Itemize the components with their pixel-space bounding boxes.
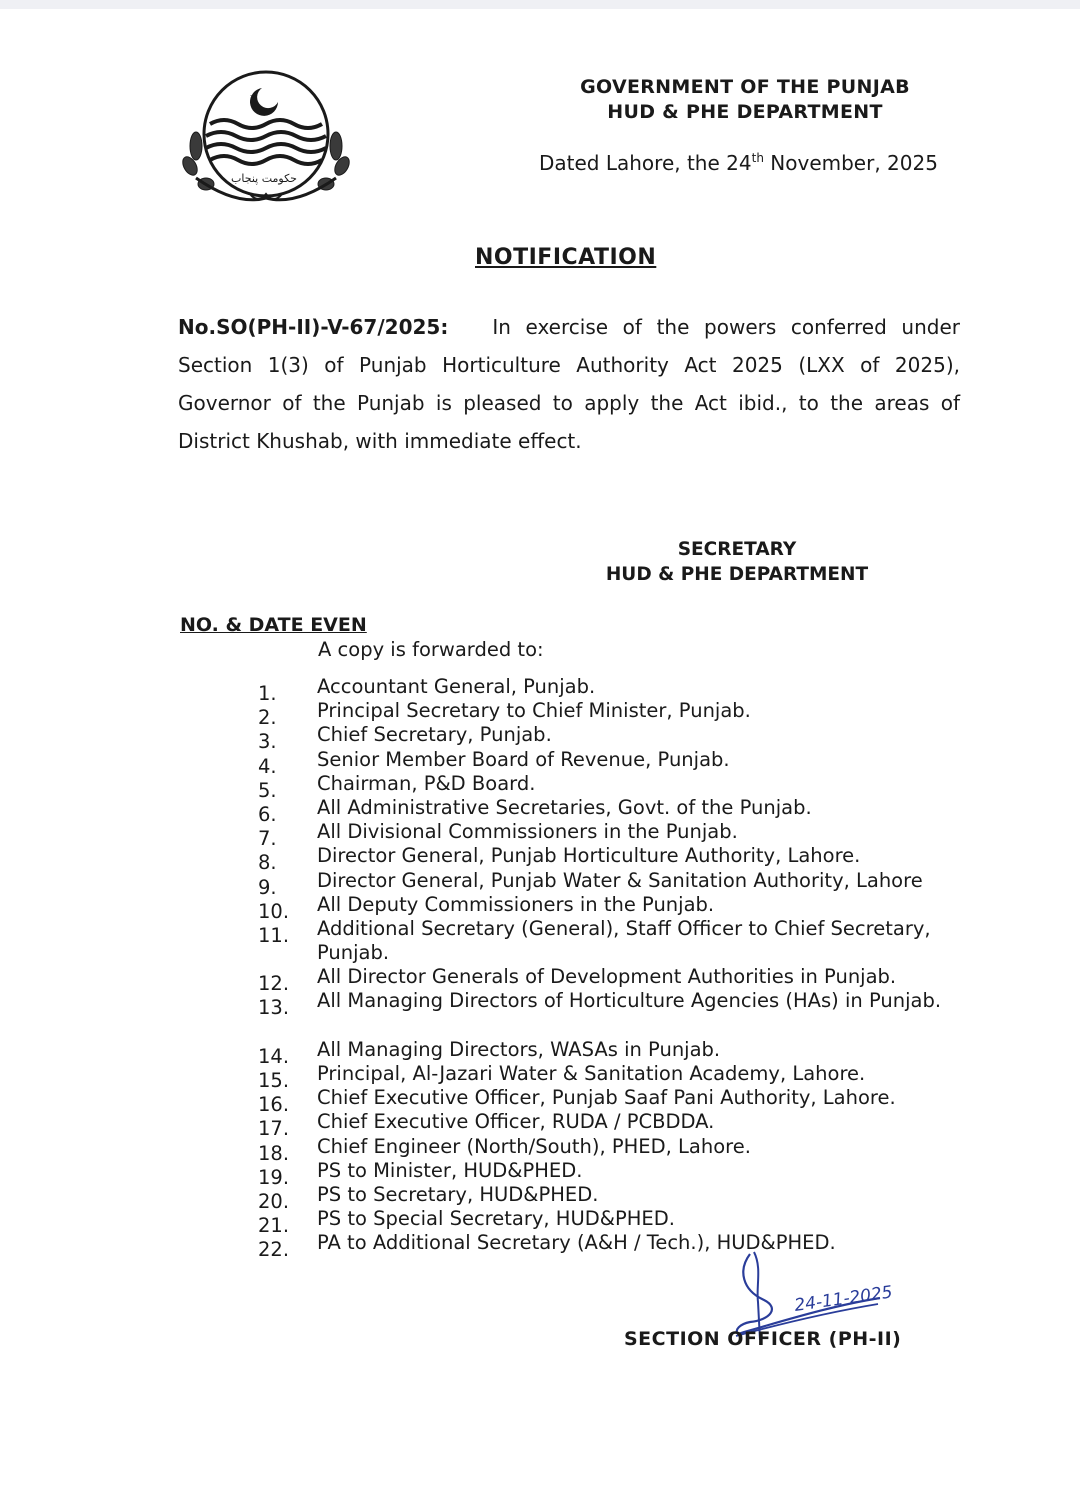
notification-body bbox=[178, 308, 960, 460]
list-item-text: Principal, Al-Jazari Water & Sanitation Academy, Lahore. bbox=[317, 1062, 866, 1086]
list-item-text: Principal Secretary to Chief Minister, Punjab. bbox=[317, 699, 751, 723]
list-item bbox=[258, 1134, 978, 1165]
svg-text:*: * bbox=[250, 92, 256, 106]
list-item bbox=[258, 675, 978, 705]
list-item-number: 20. bbox=[258, 1189, 290, 1213]
signature-date: 24-11-2025 bbox=[793, 1282, 894, 1316]
list-item-text: All Managing Directors of Horticulture Agencies (HAs) in Punjab. bbox=[317, 989, 942, 1013]
list-item bbox=[258, 1062, 978, 1093]
list-item bbox=[258, 917, 978, 965]
list-item-number: 8. bbox=[258, 851, 277, 875]
list-item-number: 2. bbox=[258, 706, 277, 730]
notification-reference: No.SO(PH-II)-V-67/2025: bbox=[178, 315, 449, 339]
dated-line bbox=[539, 151, 938, 175]
list-item-number: 13. bbox=[258, 996, 290, 1020]
list-item-number: 4. bbox=[258, 754, 277, 778]
letterhead bbox=[570, 75, 920, 125]
distribution-list bbox=[258, 675, 978, 1262]
list-item bbox=[258, 820, 978, 851]
dated-prefix: Dated Lahore, the 24 bbox=[539, 151, 752, 175]
list-item bbox=[258, 868, 978, 899]
notification-heading: NOTIFICATION bbox=[475, 245, 657, 270]
list-item-text: Chief Executive Officer, Punjab Saaf Pani Authority, Lahore. bbox=[317, 1086, 896, 1110]
top-bar bbox=[0, 0, 1080, 9]
signatory-department: HUD & PHE DEPARTMENT bbox=[605, 564, 869, 585]
list-item bbox=[258, 1158, 978, 1189]
list-item-text: All Divisional Commissioners in the Punjab. bbox=[317, 820, 738, 844]
list-item-number: 5. bbox=[258, 778, 277, 802]
body-line: District Khushab, with immediate effect. bbox=[178, 429, 582, 453]
list-item-number: 17. bbox=[258, 1117, 290, 1141]
list-item-number: 12. bbox=[258, 972, 290, 996]
list-item-text: All Deputy Commissioners in the Punjab. bbox=[317, 892, 715, 916]
list-item-number: 6. bbox=[258, 802, 277, 826]
list-item-text: Chief Executive Officer, RUDA / PCBDDA. bbox=[317, 1110, 715, 1134]
list-item-number: 22. bbox=[258, 1238, 290, 1262]
list-item-number: 11. bbox=[258, 923, 290, 947]
list-item-text: PS to Special Secretary, HUD&PHED. bbox=[317, 1207, 675, 1231]
body-line bbox=[178, 308, 960, 346]
list-item-number: 19. bbox=[258, 1165, 290, 1189]
list-item bbox=[258, 699, 978, 730]
list-item-number: 21. bbox=[258, 1214, 290, 1238]
list-item-number: 18. bbox=[258, 1141, 290, 1165]
list-item bbox=[258, 1037, 978, 1068]
list-item-text: Director General, Punjab Horticulture Authority, Lahore. bbox=[317, 844, 861, 868]
list-item bbox=[258, 723, 978, 754]
list-item bbox=[258, 844, 978, 875]
list-item-number: 1. bbox=[258, 682, 277, 705]
list-item-text: All Director Generals of Development Authorities in Punjab. bbox=[317, 965, 897, 989]
dated-superscript: th bbox=[751, 151, 764, 165]
list-item-text: PS to Minister, HUD&PHED. bbox=[317, 1158, 583, 1182]
list-item-number: 15. bbox=[258, 1069, 290, 1093]
list-item-number: 7. bbox=[258, 827, 277, 851]
list-item bbox=[258, 965, 978, 996]
signatory-block bbox=[596, 537, 878, 587]
list-item-text: Director General, Punjab Water & Sanitation Authority, Lahore bbox=[317, 868, 923, 892]
list-item-number: 9. bbox=[258, 875, 277, 899]
signatory-title: SECRETARY bbox=[677, 539, 797, 560]
list-item bbox=[258, 1086, 978, 1117]
list-item bbox=[258, 795, 978, 826]
body-line: Section 1(3) of Punjab Horticulture Authority Act 2025 (LXX of 2025), bbox=[178, 353, 960, 377]
list-item-text: PA to Additional Secretary (A&H / Tech.), HUD&PHED. bbox=[317, 1231, 836, 1255]
government-title: GOVERNMENT OF THE PUNJAB bbox=[580, 76, 910, 98]
department-title: HUD & PHE DEPARTMENT bbox=[607, 101, 883, 123]
list-item-number: 16. bbox=[258, 1093, 290, 1117]
list-item-text: PS to Secretary, HUD&PHED. bbox=[317, 1182, 599, 1206]
list-item bbox=[258, 1110, 978, 1141]
list-item bbox=[258, 747, 978, 778]
list-item-number: 10. bbox=[258, 899, 290, 923]
list-item bbox=[258, 1182, 978, 1213]
list-item-text: Chairman, P&D Board. bbox=[317, 771, 536, 795]
list-item-text: Chief Engineer (North/South), PHED, Lahore. bbox=[317, 1134, 751, 1158]
list-item bbox=[258, 892, 978, 923]
list-item-text: Senior Member Board of Revenue, Punjab. bbox=[317, 747, 730, 771]
list-item bbox=[258, 989, 978, 1037]
body-line: Governor of the Punjab is pleased to apply the Act ibid., to the areas of bbox=[178, 391, 960, 415]
section-officer-title: SECTION OFFICER (PH-II) bbox=[624, 1328, 902, 1350]
forwarding-intro: A copy is forwarded to: bbox=[318, 638, 544, 661]
dated-suffix: November, 2025 bbox=[763, 151, 938, 175]
list-item-text: Accountant General, Punjab. bbox=[317, 675, 596, 698]
list-item-number: 3. bbox=[258, 730, 277, 754]
list-item-text: All Managing Directors, WASAs in Punjab. bbox=[317, 1037, 721, 1061]
body-line-text: In exercise of the powers conferred under bbox=[492, 315, 960, 339]
list-item bbox=[258, 771, 978, 802]
list-item-text: Chief Secretary, Punjab. bbox=[317, 723, 552, 747]
list-item-text: Additional Secretary (General), Staff Officer to Chief Secretary, Punjab. bbox=[317, 916, 931, 964]
no-date-even-heading: NO. & DATE EVEN bbox=[180, 614, 367, 636]
list-item-number: 14. bbox=[258, 1044, 290, 1068]
punjab-emblem-logo bbox=[176, 66, 356, 216]
emblem-urdu-text: حکومت پنجاب bbox=[231, 172, 297, 185]
list-item-text: All Administrative Secretaries, Govt. of the Punjab. bbox=[317, 795, 812, 819]
list-item bbox=[258, 1207, 978, 1238]
